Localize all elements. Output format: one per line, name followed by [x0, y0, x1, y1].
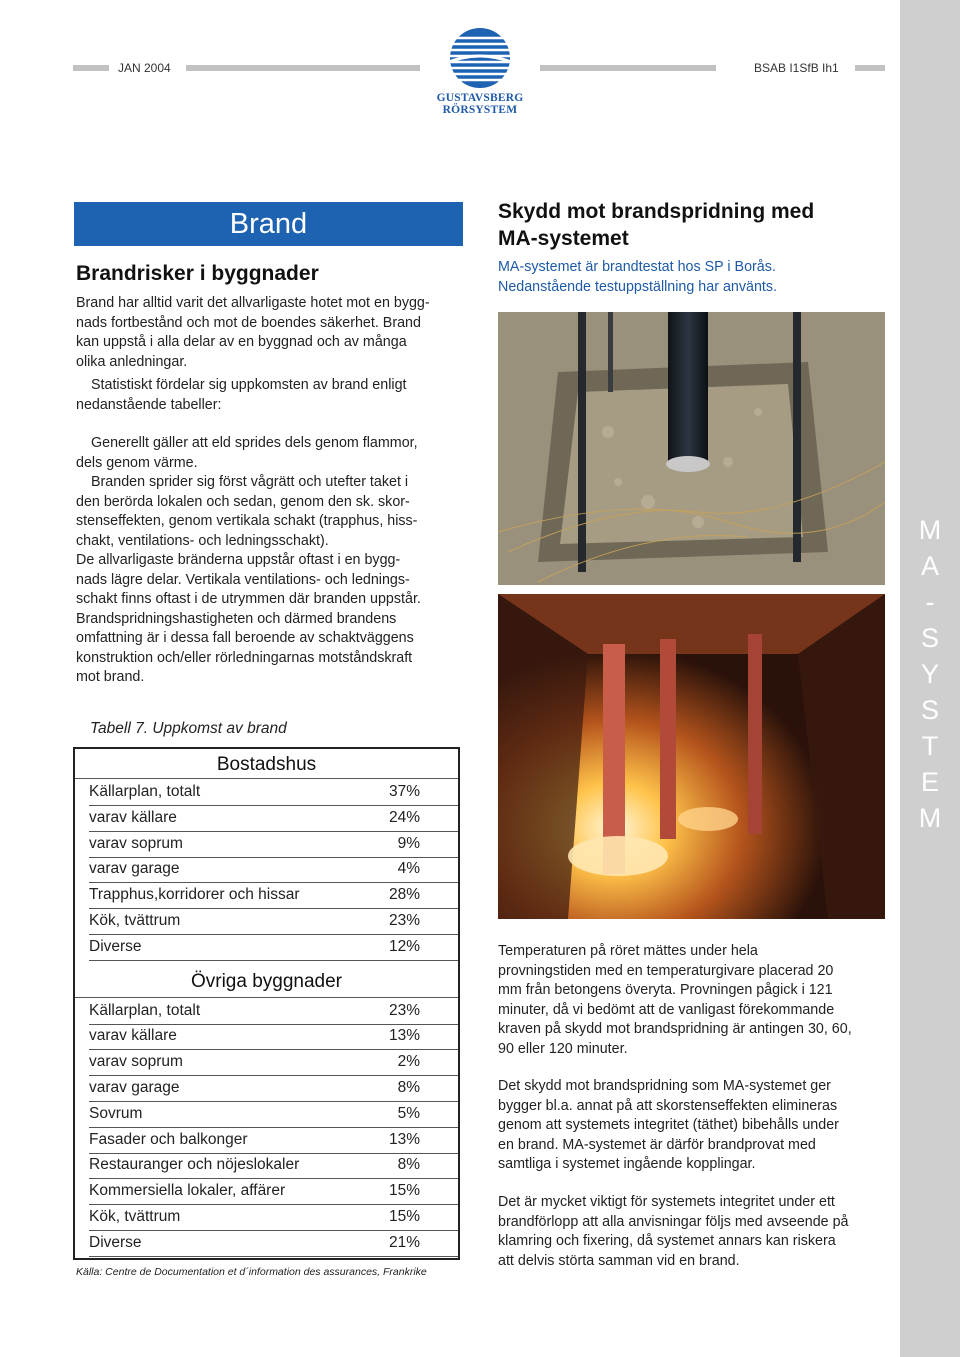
text-line: 90 eller 120 minuter.	[498, 1040, 628, 1057]
test-intro	[498, 258, 888, 297]
row-value: 15%	[388, 1182, 420, 1200]
text-line: De allvarligaste bränderna uppstår oftast i en bygg-	[76, 552, 401, 568]
row-value: 37%	[388, 783, 420, 800]
side-letter: M	[918, 515, 942, 545]
row-value: 8%	[397, 1079, 420, 1096]
row-label: varav garage	[89, 1079, 180, 1096]
row-value: 2%	[397, 1053, 420, 1071]
text-line: stenseffekten, genom vertikala schakt (trapphus, hiss-	[76, 513, 418, 529]
row-label: varav soprum	[89, 1053, 183, 1071]
table-source: Källa: Centre de Documentation et d´information des assurances, Frankrike	[76, 1266, 427, 1278]
text-line: provningstiden med en temperaturgivare placerad 20	[498, 962, 834, 979]
row-label: Kök, tvättrum	[89, 1208, 181, 1225]
header-rule	[540, 65, 716, 71]
table-row	[89, 1231, 458, 1257]
text-line: mot brand.	[76, 669, 145, 685]
text-line: Temperaturen på röret mättes under hela	[498, 943, 758, 959]
text-line: Generellt gäller att eld sprides dels genom flammor,	[91, 435, 418, 451]
text-line: nedanstående tabeller:	[76, 396, 222, 413]
text-line: MA-systemet är brandtestat hos SP i Borås.	[498, 259, 776, 275]
row-label: Diverse	[89, 1233, 142, 1251]
text-line: nads fortbestånd och mot de boendes säkerhet. Brand	[76, 314, 421, 331]
row-label: Kök, tvättrum	[89, 912, 181, 929]
test-setup-photo	[498, 312, 885, 585]
text-line: olika anledningar.	[76, 353, 188, 370]
text-line: Statistiskt fördelar sig uppkomsten av brand enligt	[91, 377, 407, 393]
table-row	[89, 1205, 458, 1231]
row-label: varav källare	[89, 1027, 177, 1045]
row-label: Trapphus,korridorer och hissar	[89, 886, 300, 904]
row-label: Sovrum	[89, 1104, 143, 1122]
right-heading	[498, 198, 878, 252]
text-line: att delvis störta samman vid en brand.	[498, 1252, 740, 1269]
side-letter: A	[920, 551, 939, 581]
row-rule	[89, 960, 458, 961]
row-rule	[89, 1256, 458, 1257]
table-row	[89, 780, 458, 806]
row-label: varav garage	[89, 860, 180, 878]
text-line: chakt, ventilations- och ledningsschakt).	[76, 532, 329, 549]
row-label: Källarplan, totalt	[89, 1001, 201, 1019]
row-label: Källarplan, totalt	[89, 783, 201, 800]
text-line: Det skydd mot brandspridning som MA-systemet ger	[498, 1078, 831, 1094]
table-row	[89, 832, 458, 858]
side-letter: T	[921, 731, 939, 761]
fire-origin-table	[73, 747, 460, 1260]
text-line: schakt finns oftast i de utrymmen där branden uppstår.	[76, 591, 421, 607]
row-label: varav källare	[89, 808, 177, 826]
text-line: bygger bl.a. annat på att skorstenseffekten elimineras	[498, 1097, 838, 1114]
section-heading: Brandrisker i byggnader	[76, 262, 319, 285]
row-value: 21%	[388, 1233, 420, 1251]
row-value: 23%	[388, 912, 420, 929]
text-line: Branden sprider sig först vågrätt och utefter taket i	[91, 474, 409, 490]
logo-wordmark-line1: GUSTAVSBERG	[436, 92, 524, 104]
text-line: kan uppstå i alla delar av en byggnad och av många	[76, 334, 407, 350]
table-row	[89, 999, 458, 1025]
text-line: Brandspridningshastigheten och därmed brandens	[76, 610, 397, 627]
row-value: 5%	[397, 1104, 420, 1122]
text-line: minuter, då vi bedömt att de vanligast förekommande	[498, 1001, 835, 1018]
row-value: 13%	[388, 1130, 420, 1148]
text-line: genom att systemets integritet (täthet) bibehålls under	[498, 1117, 839, 1133]
protection-paragraph	[498, 1077, 888, 1175]
header-code: BSAB I1SfB Ih1	[754, 61, 839, 75]
table-row	[89, 935, 458, 961]
row-label: Diverse	[89, 937, 142, 955]
intro-paragraph	[76, 294, 430, 372]
text-line: Nedanstående testuppställning har använts.	[498, 278, 777, 295]
table-row	[89, 1102, 458, 1128]
table-divider	[75, 778, 458, 779]
side-letter: S	[920, 623, 939, 653]
row-value: 8%	[397, 1156, 420, 1174]
header-rule	[73, 65, 109, 71]
side-letter: S	[920, 695, 939, 725]
row-value: 15%	[388, 1208, 420, 1225]
table-row	[89, 909, 458, 935]
text-line: nads lägre delar. Vertikala ventilations- och lednings-	[76, 571, 410, 588]
text-line: Det är mycket viktigt för systemets integritet under ett	[498, 1194, 835, 1210]
text-line: en brand. MA-systemet är därför brandprovat med	[498, 1136, 816, 1153]
header-date: JAN 2004	[118, 61, 171, 75]
side-letter: Y	[920, 659, 939, 689]
heading-line: MA-systemet	[498, 227, 629, 250]
table-caption: Tabell 7. Uppkomst av brand	[90, 720, 287, 737]
row-label: Fasader och balkonger	[89, 1130, 248, 1148]
row-value: 9%	[397, 834, 420, 852]
table-section-heading: Bostadshus	[216, 754, 317, 775]
instructions-paragraph	[498, 1193, 888, 1271]
header-rule	[855, 65, 885, 71]
header-rule	[186, 65, 420, 71]
fire-test-photo	[498, 594, 885, 919]
row-label: Kommersiella lokaler, affärer	[89, 1182, 286, 1200]
test-description	[498, 942, 888, 1059]
table-divider	[75, 997, 458, 998]
row-value: 24%	[388, 808, 420, 826]
row-value: 28%	[388, 886, 420, 904]
row-value: 23%	[388, 1001, 420, 1019]
row-value: 12%	[388, 937, 420, 955]
body-paragraph	[76, 434, 421, 688]
text-line: omfattning är i dessa fall beroende av schaktväggens	[76, 630, 414, 646]
text-line: dels genom värme.	[76, 454, 198, 471]
side-letter: E	[920, 767, 939, 797]
section-banner: Brand	[74, 202, 463, 246]
table-row	[89, 1179, 458, 1205]
table-row	[89, 883, 458, 909]
text-line: klamring och fixering, då systemet annars kan riskera	[498, 1233, 836, 1249]
table-row	[89, 857, 458, 883]
row-label: Restauranger och nöjeslokaler	[89, 1156, 300, 1174]
logo-wordmark-line2: RÖRSYSTEM	[442, 104, 518, 116]
side-vertical-label	[900, 512, 960, 836]
heading-line: Skydd mot brandspridning med	[498, 200, 815, 223]
table-row	[89, 1050, 458, 1076]
text-line: brandförlopp att alla anvisningar följs med avseende på	[498, 1213, 849, 1230]
table-section-heading: Övriga byggnader	[190, 970, 343, 992]
row-label: varav soprum	[89, 834, 183, 852]
table-row	[89, 1153, 458, 1179]
text-line: den berörda lokalen och sedan, genom den sk. skor-	[76, 493, 410, 510]
table-row	[89, 1024, 458, 1050]
row-value: 4%	[397, 860, 420, 878]
table-row	[89, 1128, 458, 1154]
text-line: mm från betongens överyta. Provningen pågick i 121	[498, 982, 833, 998]
text-line: samtliga i systemet ingående kopplingar.	[498, 1156, 756, 1172]
row-value: 13%	[388, 1027, 420, 1045]
table-row	[89, 806, 458, 832]
statistics-paragraph	[76, 376, 407, 415]
side-letter: M	[918, 803, 942, 833]
side-letter: -	[925, 587, 935, 617]
text-line: Brand har alltid varit det allvarligaste hotet mot en bygg-	[76, 295, 430, 311]
table-row	[89, 1076, 458, 1102]
text-line: kraven på skydd mot brandspridning är antingen 30, 60,	[498, 1021, 852, 1037]
text-line: konstruktion och/eller rörledningarnas motståndskraft	[76, 649, 413, 666]
